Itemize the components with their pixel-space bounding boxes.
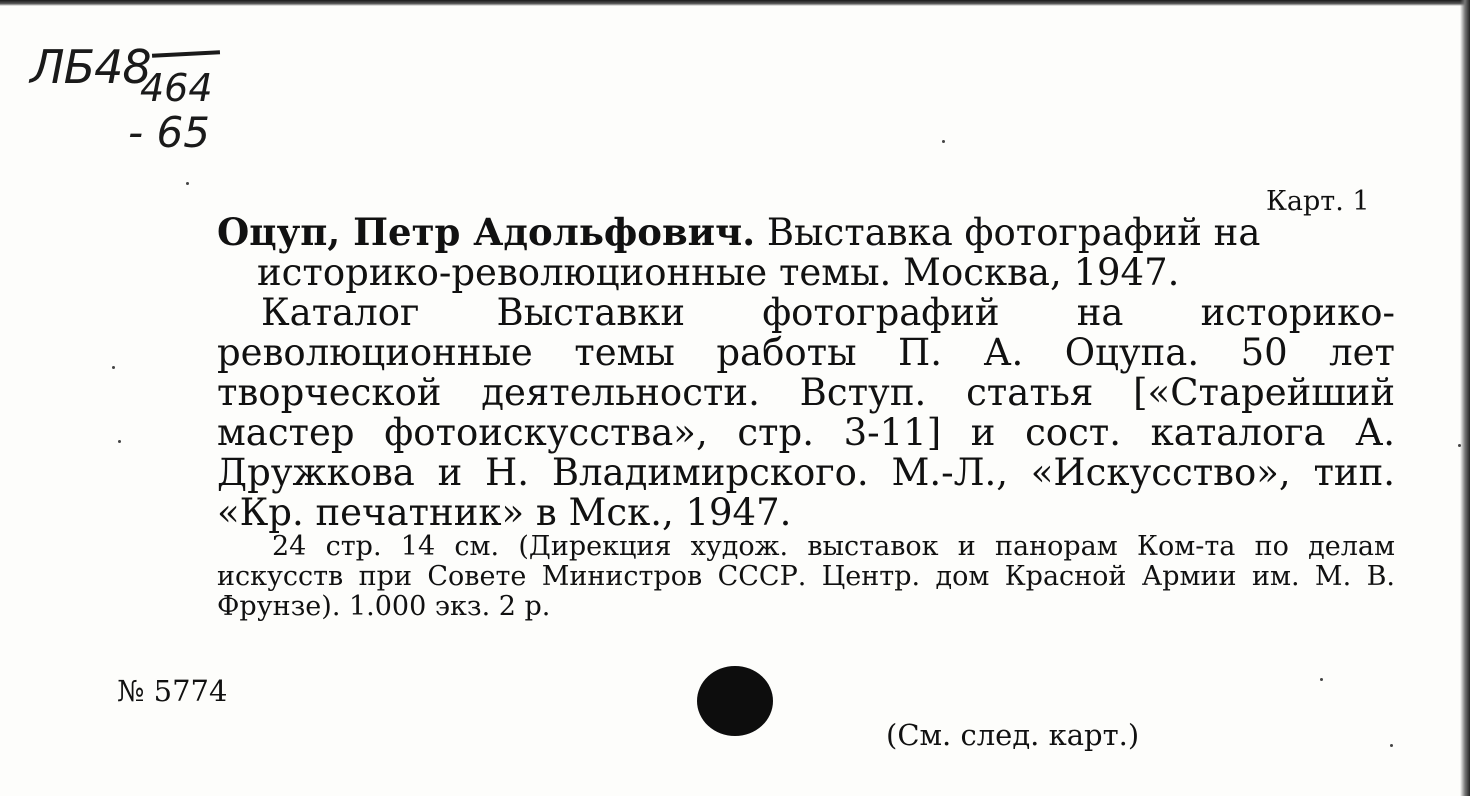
continued-note: (См. след. карт.) xyxy=(886,718,1140,752)
dust-speck xyxy=(112,366,115,369)
handwritten-shelf-suffix: - 65 xyxy=(128,108,210,157)
entry-title: Выставка фотографий на историко-революционные темы. Москва, 1947. xyxy=(257,211,1261,294)
dust-speck xyxy=(1458,444,1461,447)
handwritten-fraction-bar xyxy=(152,50,220,58)
dust-speck xyxy=(186,182,189,185)
card-top-edge xyxy=(0,0,1470,6)
dust-speck xyxy=(1320,678,1323,681)
punch-hole xyxy=(697,666,773,736)
entry-notes: 24 стр. 14 см. (Дирекция худож. выставок и панорам Ком-та по делам искусств при Совете Министров СССР. Центр. дом Красной Армии им. М. В. Фрунзе). 1.000 экз. 2 р. xyxy=(217,531,1395,622)
card-right-edge xyxy=(1460,0,1470,796)
handwritten-shelf-prefix: ЛБ48 xyxy=(30,40,151,94)
entry-description: Каталог Выставки фотографий на историко-революционные темы работы П. А. Оцупа. 50 лет творческой деятельности. Вступ. статья [«Старейший мастер фотоискусства», стр. 3-11] и сост. каталога А. Дружкова и Н. Владимирского. М.-Л., «Искусство», тип. «Кр. печатник» в Мск., 1947. xyxy=(217,291,1395,534)
handwritten-shelf-number: 464 xyxy=(140,66,213,110)
dust-speck xyxy=(1390,744,1393,747)
entry-author: Оцуп, Петр Адольфович. xyxy=(217,210,756,254)
dust-speck xyxy=(118,440,121,443)
dust-speck xyxy=(942,140,945,143)
entry-heading xyxy=(217,212,1395,293)
bibliographic-entry xyxy=(217,212,1395,533)
card-number-label: Карт. 1 xyxy=(1266,186,1370,217)
catalog-number: № 5774 xyxy=(117,674,228,708)
